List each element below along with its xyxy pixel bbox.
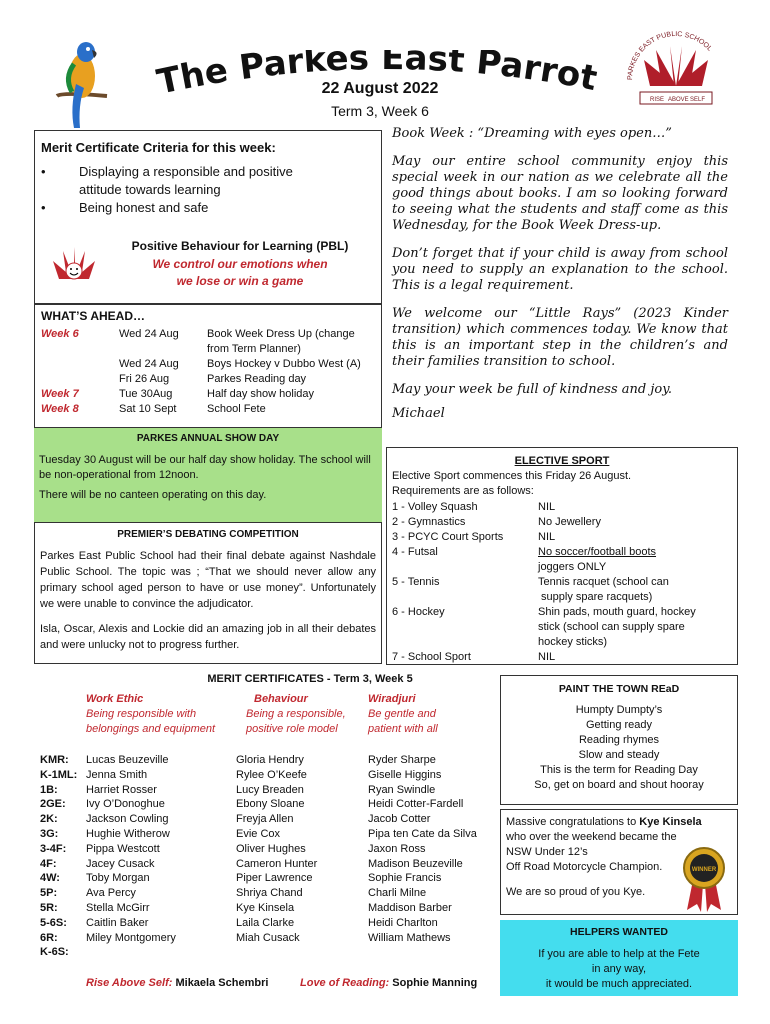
- congrats-box: [500, 809, 738, 915]
- merit-certs-list: [40, 753, 500, 960]
- debating-title: PREMIER’S DEBATING COMPETITION: [117, 529, 299, 540]
- merit-row: K-1ML: Jenna Smith Rylee O’Keefe Giselle Higgins: [40, 768, 442, 781]
- pbl-line2: we lose or win a game: [176, 274, 304, 288]
- debating-p1: Parkes East Public School had their final debate against Nashdale Public School. The topic was ; “That we should never allow any primary school aged person to have or use money”. Unfortunately we were unable to convince the adjudicator.: [40, 550, 376, 610]
- paint-town-box: [500, 675, 738, 805]
- col-work-ethic: Work Ethic: [86, 693, 144, 705]
- col-work-ethic-sub1: Being responsible with: [86, 708, 197, 720]
- principal-p4: May your week be full of kindness and joy.: [392, 382, 672, 397]
- criteria-item: • Being honest and safe: [41, 200, 209, 215]
- debating-p2: Isla, Oscar, Alexis and Lockie did an amazing job in all their debates and were unlucky not to progress further.: [40, 623, 376, 651]
- merit-row: 3-4F: Pippa Westcott Oliver Hughes Jaxon Ross: [40, 842, 426, 855]
- issue-date: 22 August 2022: [321, 80, 439, 97]
- love-of-reading: Love of Reading: Sophie Manning: [300, 977, 478, 989]
- event-row: Wed 24 Aug Boys Hockey v Dubbo West (A): [119, 358, 361, 370]
- col-wiradjuri-sub1: Be gentle and: [368, 708, 436, 720]
- term-week: Term 3, Week 6: [331, 103, 429, 119]
- principal-p3: We welcome our “Little Rays” (2023 Kinder transition) which commences today. We know that this is an important step in the children’s and their families transition to school.: [392, 306, 728, 369]
- elective-intro1: Elective Sport commences this Friday 26 August.: [392, 470, 632, 482]
- principal-message: [392, 126, 728, 422]
- merit-row: 6R: Miley Montgomery Miah Cusack William Mathews: [40, 931, 451, 944]
- sport-row: 4 - Futsal No soccer/football boots joggers ONLY: [392, 546, 657, 573]
- parrot-image: [52, 34, 110, 130]
- book-week-heading: Book Week : “Dreaming with eyes open…”: [392, 126, 672, 141]
- show-day-box: [34, 428, 382, 522]
- pbl-line1: We control our emotions when: [152, 257, 328, 271]
- sport-row: 7 - School Sport NIL: [392, 651, 556, 663]
- event-row: Week 8 Sat 10 Sept School Fete: [41, 403, 266, 415]
- merit-criteria-title: Merit Certificate Criteria for this week:: [41, 140, 276, 155]
- whats-ahead-table: [41, 327, 361, 417]
- medal-text: WINNER: [691, 867, 717, 873]
- rise-above-self: Rise Above Self: Mikaela Schembri: [86, 977, 269, 989]
- sport-row: 2 - Gymnastics No Jewellery: [392, 516, 601, 528]
- elective-intro2: Requirements are as follows:: [392, 485, 534, 497]
- merit-row: 1B: Harriet Rosser Lucy Breaden Ryan Swindle: [40, 783, 436, 796]
- col-wiradjuri-sub2: patient with all: [368, 723, 438, 735]
- col-work-ethic-sub2: belongings and equipment: [86, 723, 216, 735]
- col-behaviour-sub1: Being a responsible,: [246, 708, 346, 720]
- title-text: The Parkes East Parrot: [153, 50, 601, 100]
- criteria-item: • Displaying a responsible and positive attitude towards learning: [41, 164, 293, 197]
- event-row: from Term Planner): [207, 343, 301, 355]
- logo-motto-2: ABOVE: [668, 97, 689, 103]
- helpers-text: If you are able to help at the Fete in any way, it would be much appreciated.: [538, 948, 700, 990]
- elective-sport-box: [386, 447, 738, 665]
- col-behaviour-sub2: positive role model: [246, 723, 338, 735]
- show-day-p1: Tuesday 30 August will be our half day show holiday. The school will be non-operational from 12noon.: [39, 454, 371, 481]
- winner-medal-icon: [679, 846, 729, 912]
- principal-signoff: Michael: [392, 406, 445, 421]
- logo-text: PARKES EAST PUBLIC SCHOOL: [626, 30, 714, 81]
- merit-row: 5R: Stella McGirr Kye Kinsela Maddison Barber: [40, 901, 452, 914]
- helpers-box: [500, 920, 738, 996]
- event-row: Fri 26 Aug Parkes Reading day: [119, 373, 307, 385]
- logo-motto-3: SELF: [690, 97, 706, 103]
- event-row: Week 6 Wed 24 Aug Book Week Dress Up (change: [41, 328, 355, 340]
- sport-row: 6 - Hockey Shin pads, mouth guard, hockey stick (school can supply spare hockey sticks): [392, 606, 696, 648]
- show-day-title: PARKES ANNUAL SHOW DAY: [136, 433, 280, 444]
- merit-row: K-6S:: [40, 946, 69, 959]
- logo-motto-1: RISE: [650, 97, 665, 103]
- school-logo: [622, 20, 730, 112]
- pbl-logo: [45, 243, 103, 287]
- debating-box: [34, 522, 382, 664]
- col-wiradjuri: Wiradjuri: [368, 693, 416, 705]
- congrats-text: Massive congratulations to Kye Kinsela who over the weekend became the NSW Under 12’s Off Road Motorcycle Champion. We are so proud of you Kye.: [506, 816, 702, 898]
- whats-ahead-box: [34, 304, 382, 428]
- elective-sport-title: ELECTIVE SPORT: [514, 455, 610, 467]
- show-day-p2: There will be no canteen operating on this day.: [39, 489, 267, 501]
- sport-row: 3 - PCYC Court Sports NIL: [392, 531, 556, 543]
- sport-row: 1 - Volley Squash NIL: [392, 501, 556, 513]
- pbl-title: Positive Behaviour for Learning (PBL): [131, 239, 349, 253]
- merit-row: 2K: Jackson Cowling Freyja Allen Jacob Cotter: [40, 813, 431, 826]
- merit-row: 5-6S: Caitlin Baker Laila Clarke Heidi Charlton: [40, 916, 438, 929]
- whats-ahead-title: WHAT’S AHEAD…: [41, 309, 145, 323]
- paint-town-title: PAINT THE TOWN REaD: [558, 683, 680, 695]
- merit-row: 3G: Hughie Witherow Evie Cox Pipa ten Cate da Silva: [40, 827, 477, 840]
- sport-row: 5 - Tennis Tennis racquet (school can supply spare racquets): [392, 576, 669, 603]
- event-row: Week 7 Tue 30Aug Half day show holiday: [41, 388, 315, 400]
- merit-row: 2GE: Ivy O’Donoghue Ebony Sloane Heidi Cotter-Fardell: [40, 798, 464, 811]
- principal-p1: May our entire school community enjoy this special week in our nation as we celebrate all the good things about books. I am so looking forward to seeing what the students and staff come as this Wednesday, for the Book Week Dress-up.: [392, 154, 728, 233]
- merit-criteria-box: [34, 130, 382, 304]
- col-behaviour: Behaviour: [254, 693, 308, 705]
- paint-town-poem: Humpty Dumpty’s Getting ready Reading rhymes Slow and steady This is the term for Reading Day So, get on board and shout hooray: [534, 704, 704, 791]
- merit-certs-title: MERIT CERTIFICATES - Term 3, Week 5: [207, 673, 413, 685]
- merit-row: 4F: Jacey Cusack Cameron Hunter Madison Beuzeville: [40, 857, 463, 870]
- merit-row: KMR: Lucas Beuzeville Gloria Hendry Ryder Sharpe: [40, 754, 436, 766]
- principal-p2: Don’t forget that if your child is away from school you need to supply an explanation to the school. This is a legal requirement.: [392, 246, 728, 293]
- helpers-title: HELPERS WANTED: [569, 926, 668, 938]
- merit-row: 5P: Ava Percy Shriya Chand Charli Milne: [40, 887, 427, 900]
- merit-row: 4W: Toby Morgan Piper Lawrence Sophie Francis: [40, 872, 442, 885]
